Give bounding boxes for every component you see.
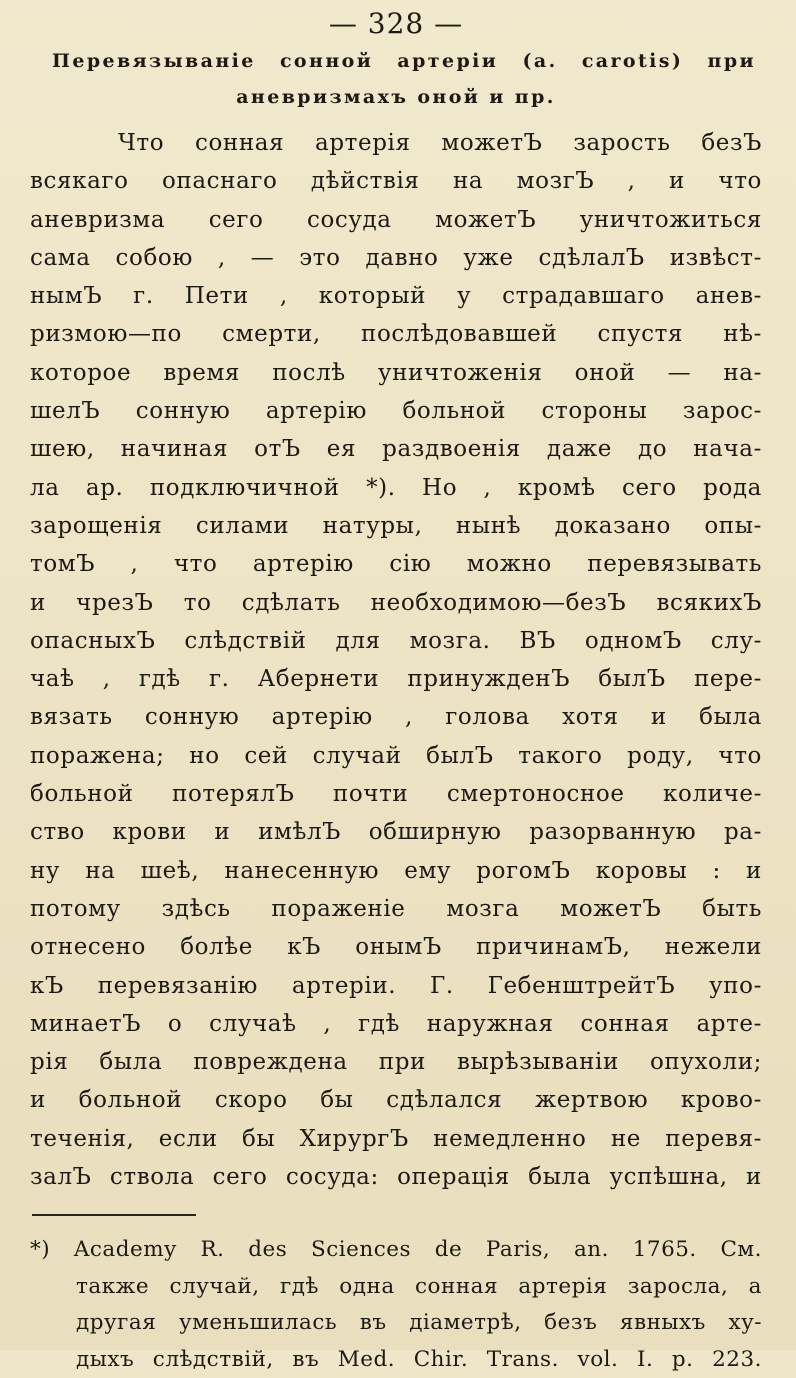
- body-line: нымЪ г. Пети , который у страдавшаго анев-: [30, 283, 762, 310]
- body-line: томЪ , что артерію сію можно перевязывать: [30, 551, 762, 578]
- body-line: залЪ ствола сего сосуда: операція была успѣшна, и: [30, 1164, 762, 1191]
- body-line: ство крови и имѣлЪ обширную разорванную ра-: [30, 819, 762, 846]
- body-line: которое время послѣ уничтоженія оной — на-: [30, 359, 762, 386]
- body-line: минаетЪ о случаѣ , гдѣ наружная сонная арте-: [30, 1010, 762, 1037]
- body-line: и больной скоро бы сдѣлался жертвою крово-: [30, 1087, 762, 1114]
- body-line: шелЪ сонную артерію больной стороны зарос-: [30, 398, 762, 425]
- section-title-line-1: Перевязываніе сонной артеріи (a. carotis) при: [52, 50, 756, 72]
- body-line: больной потерялЪ почти смертоносное количе-: [30, 781, 762, 808]
- body-line: рія была повреждена при вырѣзываніи опухоли;: [30, 1049, 762, 1076]
- footnote-line: дыхъ слѣдствій, въ Med. Chir. Trans. vol. I. p. 223.: [76, 1346, 762, 1372]
- body-line: потому здѣсь пораженіе мозга можетЪ быть: [30, 895, 762, 922]
- footnote-divider: [32, 1214, 196, 1216]
- body-line: Что сонная артерія можетЪ зарость безЪ: [118, 130, 762, 156]
- body-line: сама собою , — это давно уже сдѣлалЪ извѣст-: [30, 244, 762, 271]
- body-line: и чрезЪ то сдѣлать необходимою—безЪ всякихЪ: [30, 589, 762, 616]
- body-line: чаѣ , гдѣ г. Абернети принужденЪ былЪ пере-: [30, 666, 762, 693]
- footnote-line: *) Academy R. des Sciences de Paris, an. 1765. См.: [30, 1237, 762, 1263]
- body-line: ну на шеѣ, нанесенную ему рогомЪ коровы : и: [30, 857, 762, 884]
- footnote: [30, 1232, 762, 1378]
- body-line: аневризма сего сосуда можетЪ уничтожиться: [30, 206, 762, 233]
- body-line: всякаго опаснаго дѣйствія на мозгЪ , и что: [30, 168, 762, 195]
- body-line: вязать сонную артерію , голова хотя и была: [30, 704, 762, 731]
- body-line: зарощенія силами натуры, нынѣ доказано опы-: [30, 512, 762, 539]
- body-line: теченія, если бы ХирургЪ немедленно не перевя-: [30, 1125, 762, 1152]
- footnote-line: также случай, гдѣ одна сонная артерія заросла, а: [76, 1273, 762, 1299]
- body-line: кЪ перевязанію артеріи. Г. ГебенштрейтЪ упо-: [30, 972, 762, 999]
- body-line: ризмою—по смерти, послѣдовавшей спустя нѣ-: [30, 321, 762, 348]
- body-text: [30, 124, 762, 1196]
- body-line: поражена; но сей случай былЪ такого роду, что: [30, 742, 762, 769]
- body-line: ла ар. подключичной *). Но , кромѣ сего рода: [30, 474, 762, 501]
- page-number: — 328 —: [328, 7, 464, 40]
- section-title-line-2: аневризмахъ оной и пр.: [236, 86, 556, 108]
- footnote-line: другая уменьшилась въ діаметрѣ, безъ явныхъ ху-: [76, 1310, 762, 1336]
- body-line: отнесено болѣе кЪ онымЪ причинамЪ, нежели: [30, 934, 762, 961]
- body-line: шею, начиная отЪ ея раздвоенія даже до нача-: [30, 436, 762, 463]
- body-line: опасныхЪ слѣдствій для мозга. ВЪ одномЪ слу-: [30, 627, 762, 654]
